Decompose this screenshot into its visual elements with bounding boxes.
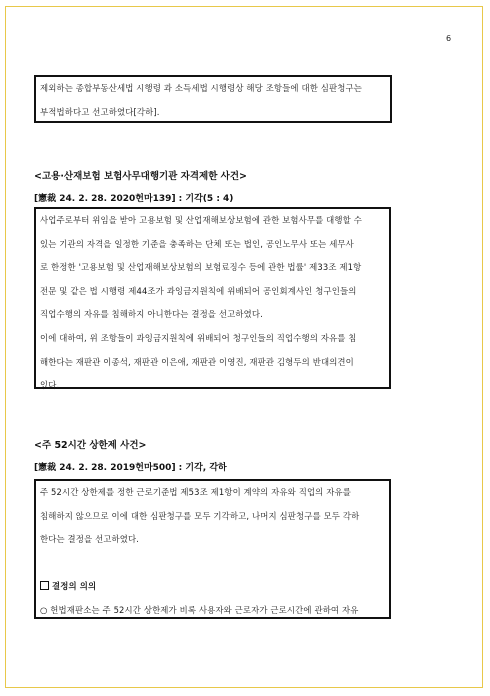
significance-title: 결정의 의의 [52,581,97,592]
text-line: 로 한정한 '고용보험 및 산업재해보상보험의 보험료징수 등에 관한 법률' 제33조 제1항 [40,262,362,273]
text-box-case-summary [34,479,391,619]
text-line: 침해하지 않으므로 이에 대한 심판청구를 모두 기각하고, 나머지 심판청구를 모두 각하 [40,510,360,521]
section-title: <주 52시간 상한제 사건> [34,440,147,451]
text-line: 해한다는 재판관 이종석, 재판관 이은애, 재판관 이영진, 재판관 김형두의 반대의견이 [40,356,354,367]
page-number: 6 [446,34,452,43]
case-number: [憲裁 24. 2. 28. 2020헌마139] : 기각(5 : 4) [34,194,234,204]
text-box-continued [34,75,392,123]
text-line: 제외하는 종합부동산세법 시행령 과 소득세법 시행령상 해당 조항들에 대한 심판청구는 [40,83,362,93]
text-line: 한다는 결정을 선고하였다. [40,534,140,545]
spacer [40,552,385,576]
text-line: 이에 대하여, 위 조항들이 과잉금지원칙에 위배되어 청구인들의 직업수행의 자유를 침 [40,332,357,343]
text-line: 전문 및 같은 법 시행령 제44조가 과잉금지원칙에 위배되어 공인회계사인 청구인들의 [40,285,357,296]
text-line: 직업수행의 자유를 침해하지 아니한다는 결정을 선고하였다. [40,309,263,320]
text-line: 사업주로부터 위임을 받아 고용보험 및 산업재해보상보험에 관한 보험사무를 대행할 수 [40,215,362,225]
checkbox-square-icon [40,581,49,590]
text-line: 있다. [40,380,60,391]
text-line: ○ 헌법재판소는 주 52시간 상한제가 비록 사용자와 근로자가 근로시간에 관하여 자유 [40,604,359,615]
text-box-case-summary [34,207,391,389]
significance-heading [40,575,385,599]
text-line: 부적법하다고 선고하였다[각하]. [40,106,160,117]
text-line: 있는 기관의 자격을 일정한 기준을 충족하는 단체 또는 법인, 공인노무사 또는 세무사 [40,238,354,249]
case-number: [憲裁 24. 2. 28. 2019헌마500] : 기각, 각하 [34,463,227,473]
text-line: 주 52시간 상한제를 정한 근로기준법 제53조 제1항이 계약의 자유와 직업의 자유를 [40,487,351,497]
section-title: <고용·산재보험 보험사무대행기관 자격제한 사건> [34,171,247,182]
